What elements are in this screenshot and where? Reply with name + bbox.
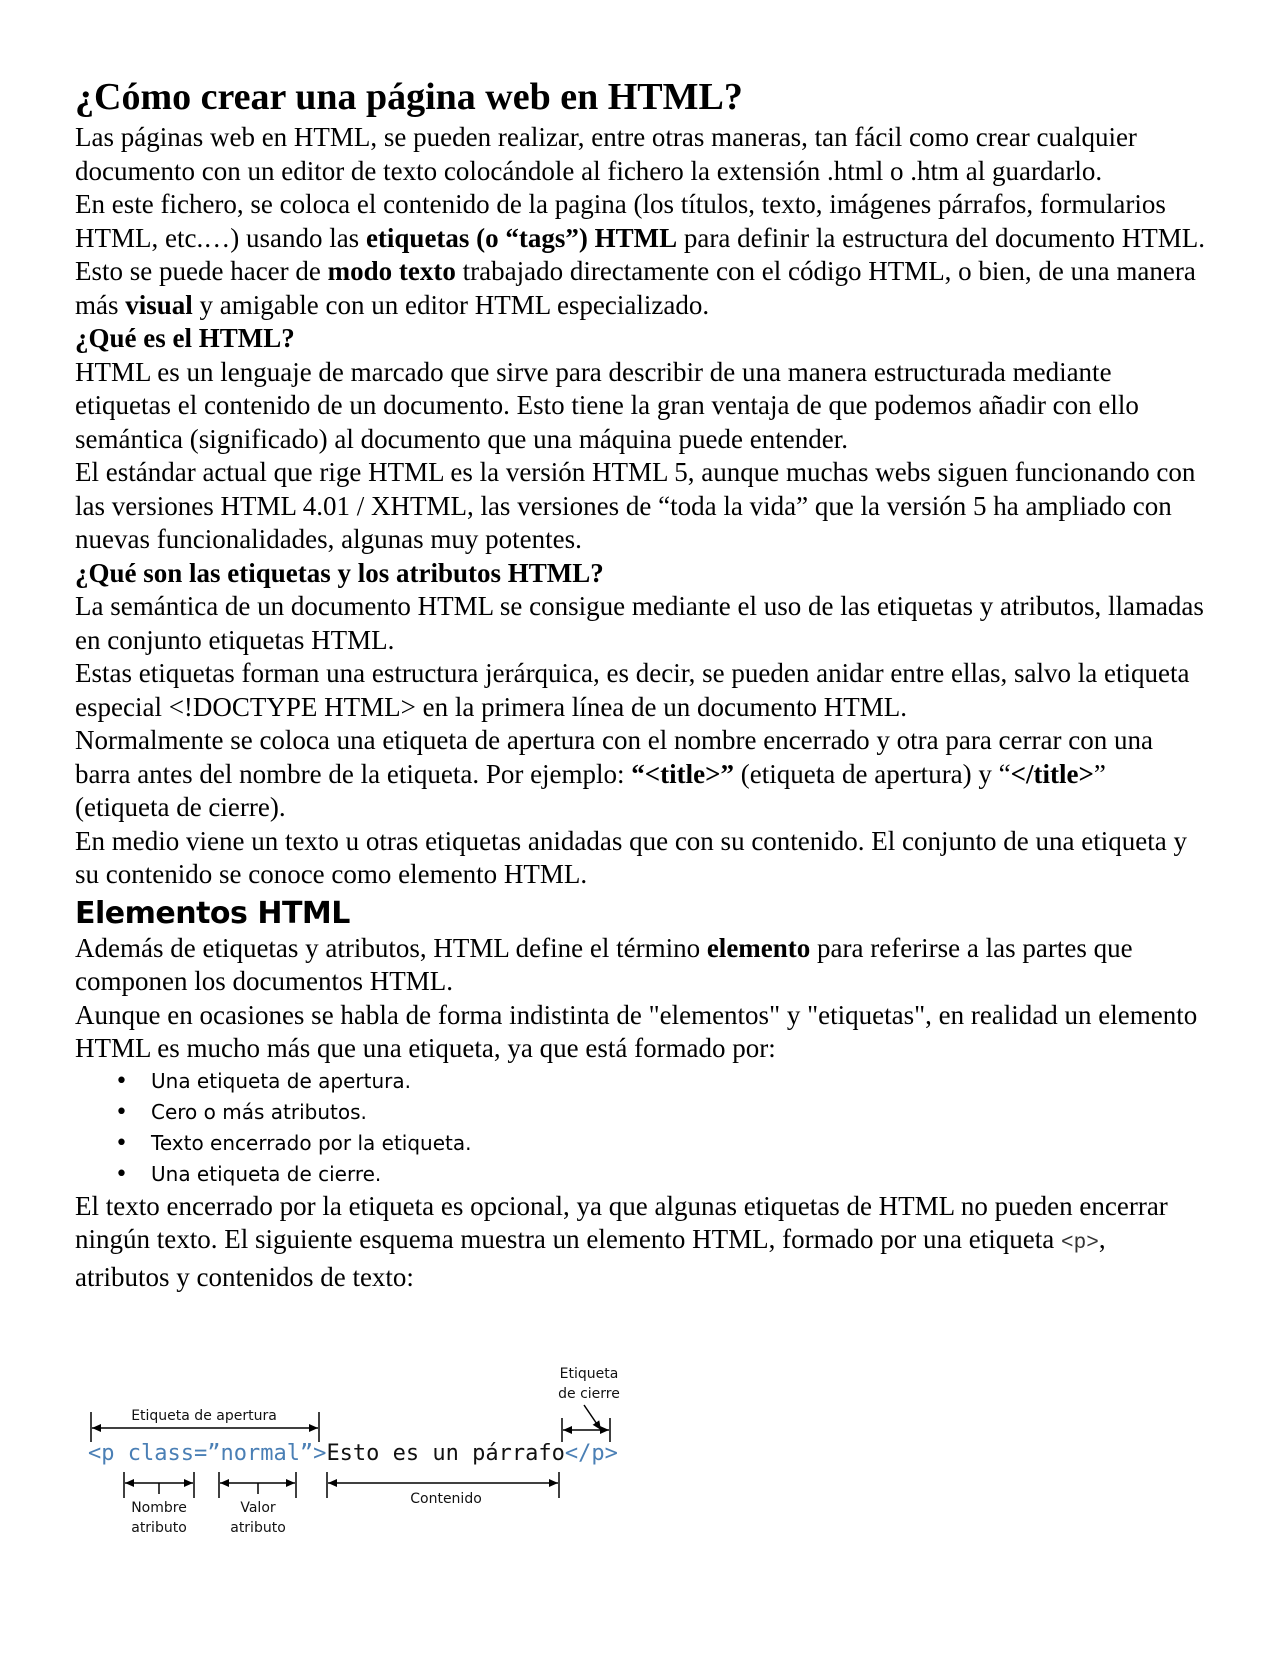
code-content: Esto es un párrafo (326, 1441, 565, 1466)
label-opening-tag: Etiqueta de apertura (131, 1408, 277, 1424)
code-opening-tag-b: ”normal”> (207, 1441, 327, 1466)
heading-html-elements: Elementos HTML (75, 895, 350, 931)
heading-tags-attributes: ¿Qué son las etiquetas y los atributos HTML? (75, 557, 604, 588)
html-element-diagram (84, 1360, 664, 1540)
list-item: • Texto encerrado por la etiqueta. (75, 1128, 1205, 1159)
bullet-icon: • (115, 1130, 128, 1156)
what-paragraph-1: HTML es un lenguaje de marcado que sirve para describir de una manera estructurada mediante etiquetas el contenido de un documento. Esto tiene la gran ventaja de que podemos añadir con ello semántica (significado) al documento que una máquina puede entender. (75, 356, 1139, 454)
list-item: • Una etiqueta de apertura. (75, 1066, 1205, 1097)
p-tag-code: <p> (1061, 1232, 1099, 1255)
heading-what-is-html: ¿Qué es el HTML? (75, 323, 295, 353)
code-line (88, 1441, 618, 1466)
elements-paragraph-2: Aunque en ocasiones se habla de forma indistinta de "elementos" y "etiquetas", en realidad un elemento HTML es mucho más que una etiqueta, ya que está formado por: (75, 999, 1198, 1063)
tags-paragraph-1: La semántica de un documento HTML se consigue mediante el uso de las etiquetas y atributos, llamadas en conjunto etiquetas HTML. (75, 591, 1204, 655)
tags-paragraph-2: Estas etiquetas forman una estructura jerárquica, es decir, se pueden anidar entre ellas, salvo la etiqueta especial <!DOCTYPE HTML> en la primera línea de un documento HTML. (75, 658, 1190, 722)
bullet-icon: • (115, 1161, 128, 1187)
intro-paragraph-2: En este fichero, se coloca el contenido de la pagina (los títulos, texto, imágenes párrafos, formularios HTML, etc.…) usando las etiquetas (o “tags”) HTML para definir la estructura del documento HTML. (75, 189, 1205, 253)
page-title: ¿Cómo crear una página web en HTML? (75, 76, 743, 118)
elements-paragraph-3: El texto encerrado por la etiqueta es opcional, ya que algunas etiquetas de HTML no pueden encerrar ningún texto. El siguiente esquema muestra un elemento HTML, formado por una etiqueta <p>, atributos y contenidos de texto: (75, 1190, 1168, 1292)
label-closing-tag-line2: de cierre (558, 1386, 620, 1402)
code-opening-tag-a: <p class= (88, 1441, 208, 1466)
bullet-icon: • (115, 1068, 128, 1094)
closing-tag-pointer (584, 1405, 601, 1430)
tags-paragraph-4: En medio viene un texto u otras etiquetas anidadas que con su contenido. El conjunto de una etiqueta y su contenido se conoce como elemento HTML. (75, 825, 1187, 889)
tags-paragraph-3: Normalmente se coloca una etiqueta de apertura con el nombre encerrado y otra para cerrar con una barra antes del nombre de la etiqueta. Por ejemplo: “<title>” (etiqueta de apertura) y “</title>” (etiqueta de cierre). (75, 725, 1153, 822)
elements-paragraph-1: Además de etiquetas y atributos, HTML define el término elemento para referirse a las partes que componen los documentos HTML. (75, 932, 1133, 996)
label-closing-tag-line1: Etiqueta (559, 1366, 619, 1382)
label-content: Contenido (410, 1491, 482, 1507)
intro-paragraph-3: Esto se puede hacer de modo texto trabajado directamente con el código HTML, o bien, de una manera más visual y amigable con un editor HTML especializado. (75, 256, 1196, 320)
list-item: • Cero o más atributos. (75, 1097, 1205, 1128)
code-closing-tag: </p> (564, 1441, 618, 1466)
document-page (75, 74, 1205, 1294)
label-attribute-value-line2: atributo (230, 1520, 286, 1536)
list-item: • Una etiqueta de cierre. (75, 1159, 1205, 1190)
intro-paragraph-1: Las páginas web en HTML, se pueden realizar, entre otras maneras, tan fácil como crear cualquier documento con un editor de texto colocándole al fichero la extensión .html o .htm al guardarlo. (75, 122, 1137, 186)
label-attribute-name-line1: Nombre (131, 1500, 187, 1516)
bullet-icon: • (115, 1099, 128, 1125)
label-attribute-name-line2: atributo (131, 1520, 187, 1536)
element-parts-list (75, 1066, 1205, 1190)
label-attribute-value-line1: Valor (240, 1500, 276, 1516)
what-paragraph-2: El estándar actual que rige HTML es la versión HTML 5, aunque muchas webs siguen funcionando con las versiones HTML 4.01 / XHTML, las versiones de “toda la vida” que la versión 5 ha ampliado con nuevas funcionalidades, algunas muy potentes. (75, 457, 1196, 554)
